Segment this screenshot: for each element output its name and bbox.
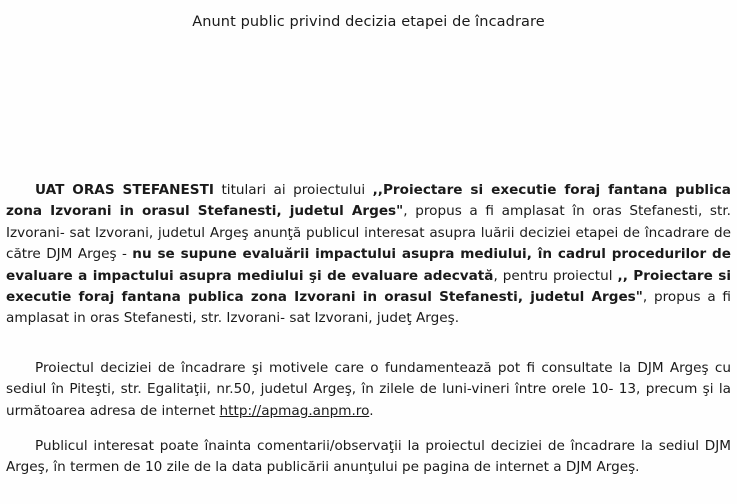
- paragraph-text: .: [369, 402, 374, 419]
- paragraph-text: Publicul interesat poate înainta comentarii/observaţii la proiectul deciziei de încadrare la sediul DJM Argeş, în termen de 10 zile de la data publicării anunţului pe pagina de internet a DJM Argeş.: [6, 438, 731, 476]
- consultation-paragraph: [6, 358, 731, 422]
- announcement-paragraph: [6, 180, 731, 330]
- page-title: Anunt public privind decizia etapei de încadrare: [192, 14, 545, 30]
- paragraph-text: Proiectul deciziei de încadrare şi motivele care o fundamentează pot fi consultate la DJM Argeş cu sediul în Piteşti, str. Egalitaţii, nr.50, judetul Argeş, în zilele de luni-vineri între orele 10- 13, precum şi la următoarea adresa de internet: [6, 360, 731, 419]
- project-title: ,, Proiectare si executie foraj fantana publica zona Izvorani in orasul Stefanesti, judetul Arges": [6, 267, 731, 306]
- paragraph-text: , pentru proiectul: [493, 267, 618, 284]
- comments-paragraph: [6, 436, 731, 479]
- paragraph-text: , propus a fi amplasat în oras Stefanesti, str. Izvorani- sat Izvorani, judetul Argeş anunţă publicul interesat asupra luării deciziei etapei de încadrare de către DJM Argeş -: [6, 203, 731, 263]
- paragraph-text: titulari ai proiectului: [213, 182, 373, 198]
- website-link[interactable]: http://apmag.anpm.ro: [219, 402, 370, 419]
- decision-text: nu se supune evaluării impactului asupra mediului, în cadrul procedurilor de evaluare a impactului asupra mediului şi de evaluare adecvată: [6, 246, 731, 284]
- applicant-name: UAT ORAS STEFANESTI: [35, 182, 214, 198]
- project-title: ,,Proiectare si executie foraj fantana publica zona Izvorani in orasul Stefanesti, judetul Arges": [6, 182, 731, 220]
- paragraph-text: , propus a fi amplasat in oras Stefanesti, str. Izvorani- sat Izvorani, judeţ Argeş.: [6, 289, 731, 327]
